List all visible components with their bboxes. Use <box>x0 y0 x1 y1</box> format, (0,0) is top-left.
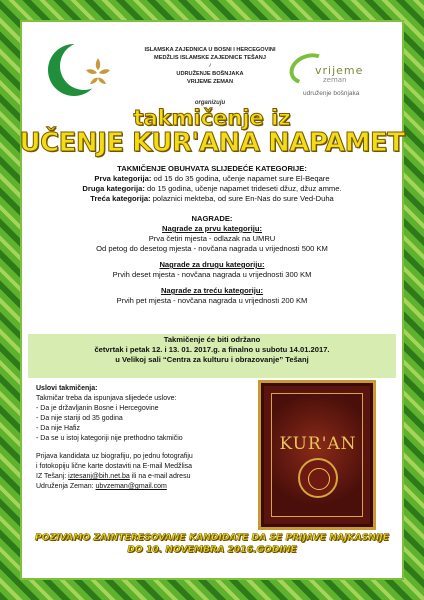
organizuju-text: organizuju <box>194 100 226 106</box>
prize-1-title: Nagrade za prvu kategoriju: <box>161 224 262 233</box>
logo-name: vrijeme <box>315 64 364 77</box>
organizer-line: MEDŽLIS ISLAMSKE ZAJEDNICE TEŠANJ <box>154 55 266 61</box>
book-cover <box>271 393 363 517</box>
apply-line-1: Prijava kandidata uz biografiju, po jednu fotografiju <box>36 453 193 460</box>
deadline-line-2: DO 10. NOVEMBRA 2016.GODINE <box>127 544 297 555</box>
prize-2-line-1: Prvih deset mjesta - novčana nagrada u vrijednosti 300 KM <box>112 270 312 279</box>
organizer-line: ISLAMSKA ZAJEDNICA U BOSNI I HERCEGOVINI <box>144 47 276 53</box>
prize-2-title: Nagrade za drugu kategoriju: <box>159 260 265 269</box>
conditions-section <box>36 384 246 492</box>
event-line-2: četvrtak i petak 12. i 13. 01. 2017.g. a finalno u subotu 14.01.2017. <box>94 345 330 354</box>
condition-item: - Da nije stariji od 35 godina <box>36 415 123 422</box>
prizes-section <box>24 214 400 306</box>
conditions-heading: Uslovi takmičenja: <box>36 385 98 392</box>
organizer-line: i <box>209 63 211 69</box>
deadline-banner <box>28 532 396 566</box>
organizer-line: UDRUŽENJE BOŠNJAKA <box>176 71 244 77</box>
prize-3-title: Nagrade za treću kategoriju: <box>160 286 264 295</box>
conditions-intro: Takmičar treba da ispunjava slijedeće uslove: <box>36 395 177 402</box>
quran-book-image <box>258 380 376 530</box>
calligraphy-medallion-icon <box>298 458 338 498</box>
event-line-3: u Velikoj sali “Centra za kulturu i obrazovanje” Tešanj <box>115 355 309 364</box>
category-1: Prva kategorija: od 15 do 35 godina, učenje napamet sure El-Beqare <box>94 174 330 183</box>
condition-item: - Da se u istoj kategoriji nije prethodno takmičio <box>36 435 183 442</box>
organizer-line: VRIJEME ZEMAN <box>187 79 233 85</box>
apply-line-2: i fotokopiju lične karte dostaviti na E-mail Medžlisa <box>36 463 193 470</box>
category-3: Treća kategorija: polaznici mekteba, od sure En-Nas do sure Ved-Duha <box>90 194 334 203</box>
apply-line-4: Udruženja Zeman: ubvzeman@gmail.com <box>36 483 167 490</box>
email-link-zeman[interactable]: ubvzeman@gmail.com <box>95 483 167 490</box>
prize-1-line-1: Prva četiri mjesta - odlazak na UMRU <box>148 234 276 243</box>
prize-3-line-1: Prvih pet mjesta - novčana nagrada u vrijednosti 200 KM <box>116 296 308 305</box>
event-line-1: Takmičenje će biti održano <box>163 335 261 344</box>
category-2: Druga kategorija: do 15 godina, učenje napamet trideseti džuz, džuz amme. <box>82 184 342 193</box>
apply-line-3: IZ Tešanj: iztesanj@bih.net.ba ili na e-mail adresu <box>36 473 191 480</box>
deadline-line-1: POZIVAMO ZAINTERESOVANE KANDIDATE DA SE PRIJAVE NAJKASNIJE <box>34 532 390 543</box>
event-info-band <box>28 334 396 378</box>
title-line-1: takmičenje iz <box>133 106 291 130</box>
condition-item: - Da je državljanin Bosne i Hercegovine <box>36 405 159 412</box>
organizers-block <box>120 46 300 86</box>
logo-subtitle: udruženje bošnjaka <box>303 90 360 97</box>
categories-section <box>24 164 400 204</box>
prizes-heading: NAGRADE: <box>191 214 233 223</box>
logo-name-2: zeman <box>323 76 347 84</box>
prize-1-line-2: Od petog do desetog mjesta - novčana nagrada u vrijednosti 500 KM <box>96 244 328 253</box>
title-line-2: UČENJE KUR'ANA NAPAMET <box>19 128 405 158</box>
categories-heading: TAKMIČENJE OBUHVATA SLIJEDEĆE KATEGORIJE: <box>117 164 307 173</box>
book-title: KUR'AN <box>279 434 357 454</box>
email-link-medzlis[interactable]: iztesanj@bih.net.ba <box>68 473 130 480</box>
lily-icon <box>78 54 118 90</box>
condition-item: - Da nije Hafiz <box>36 425 80 432</box>
